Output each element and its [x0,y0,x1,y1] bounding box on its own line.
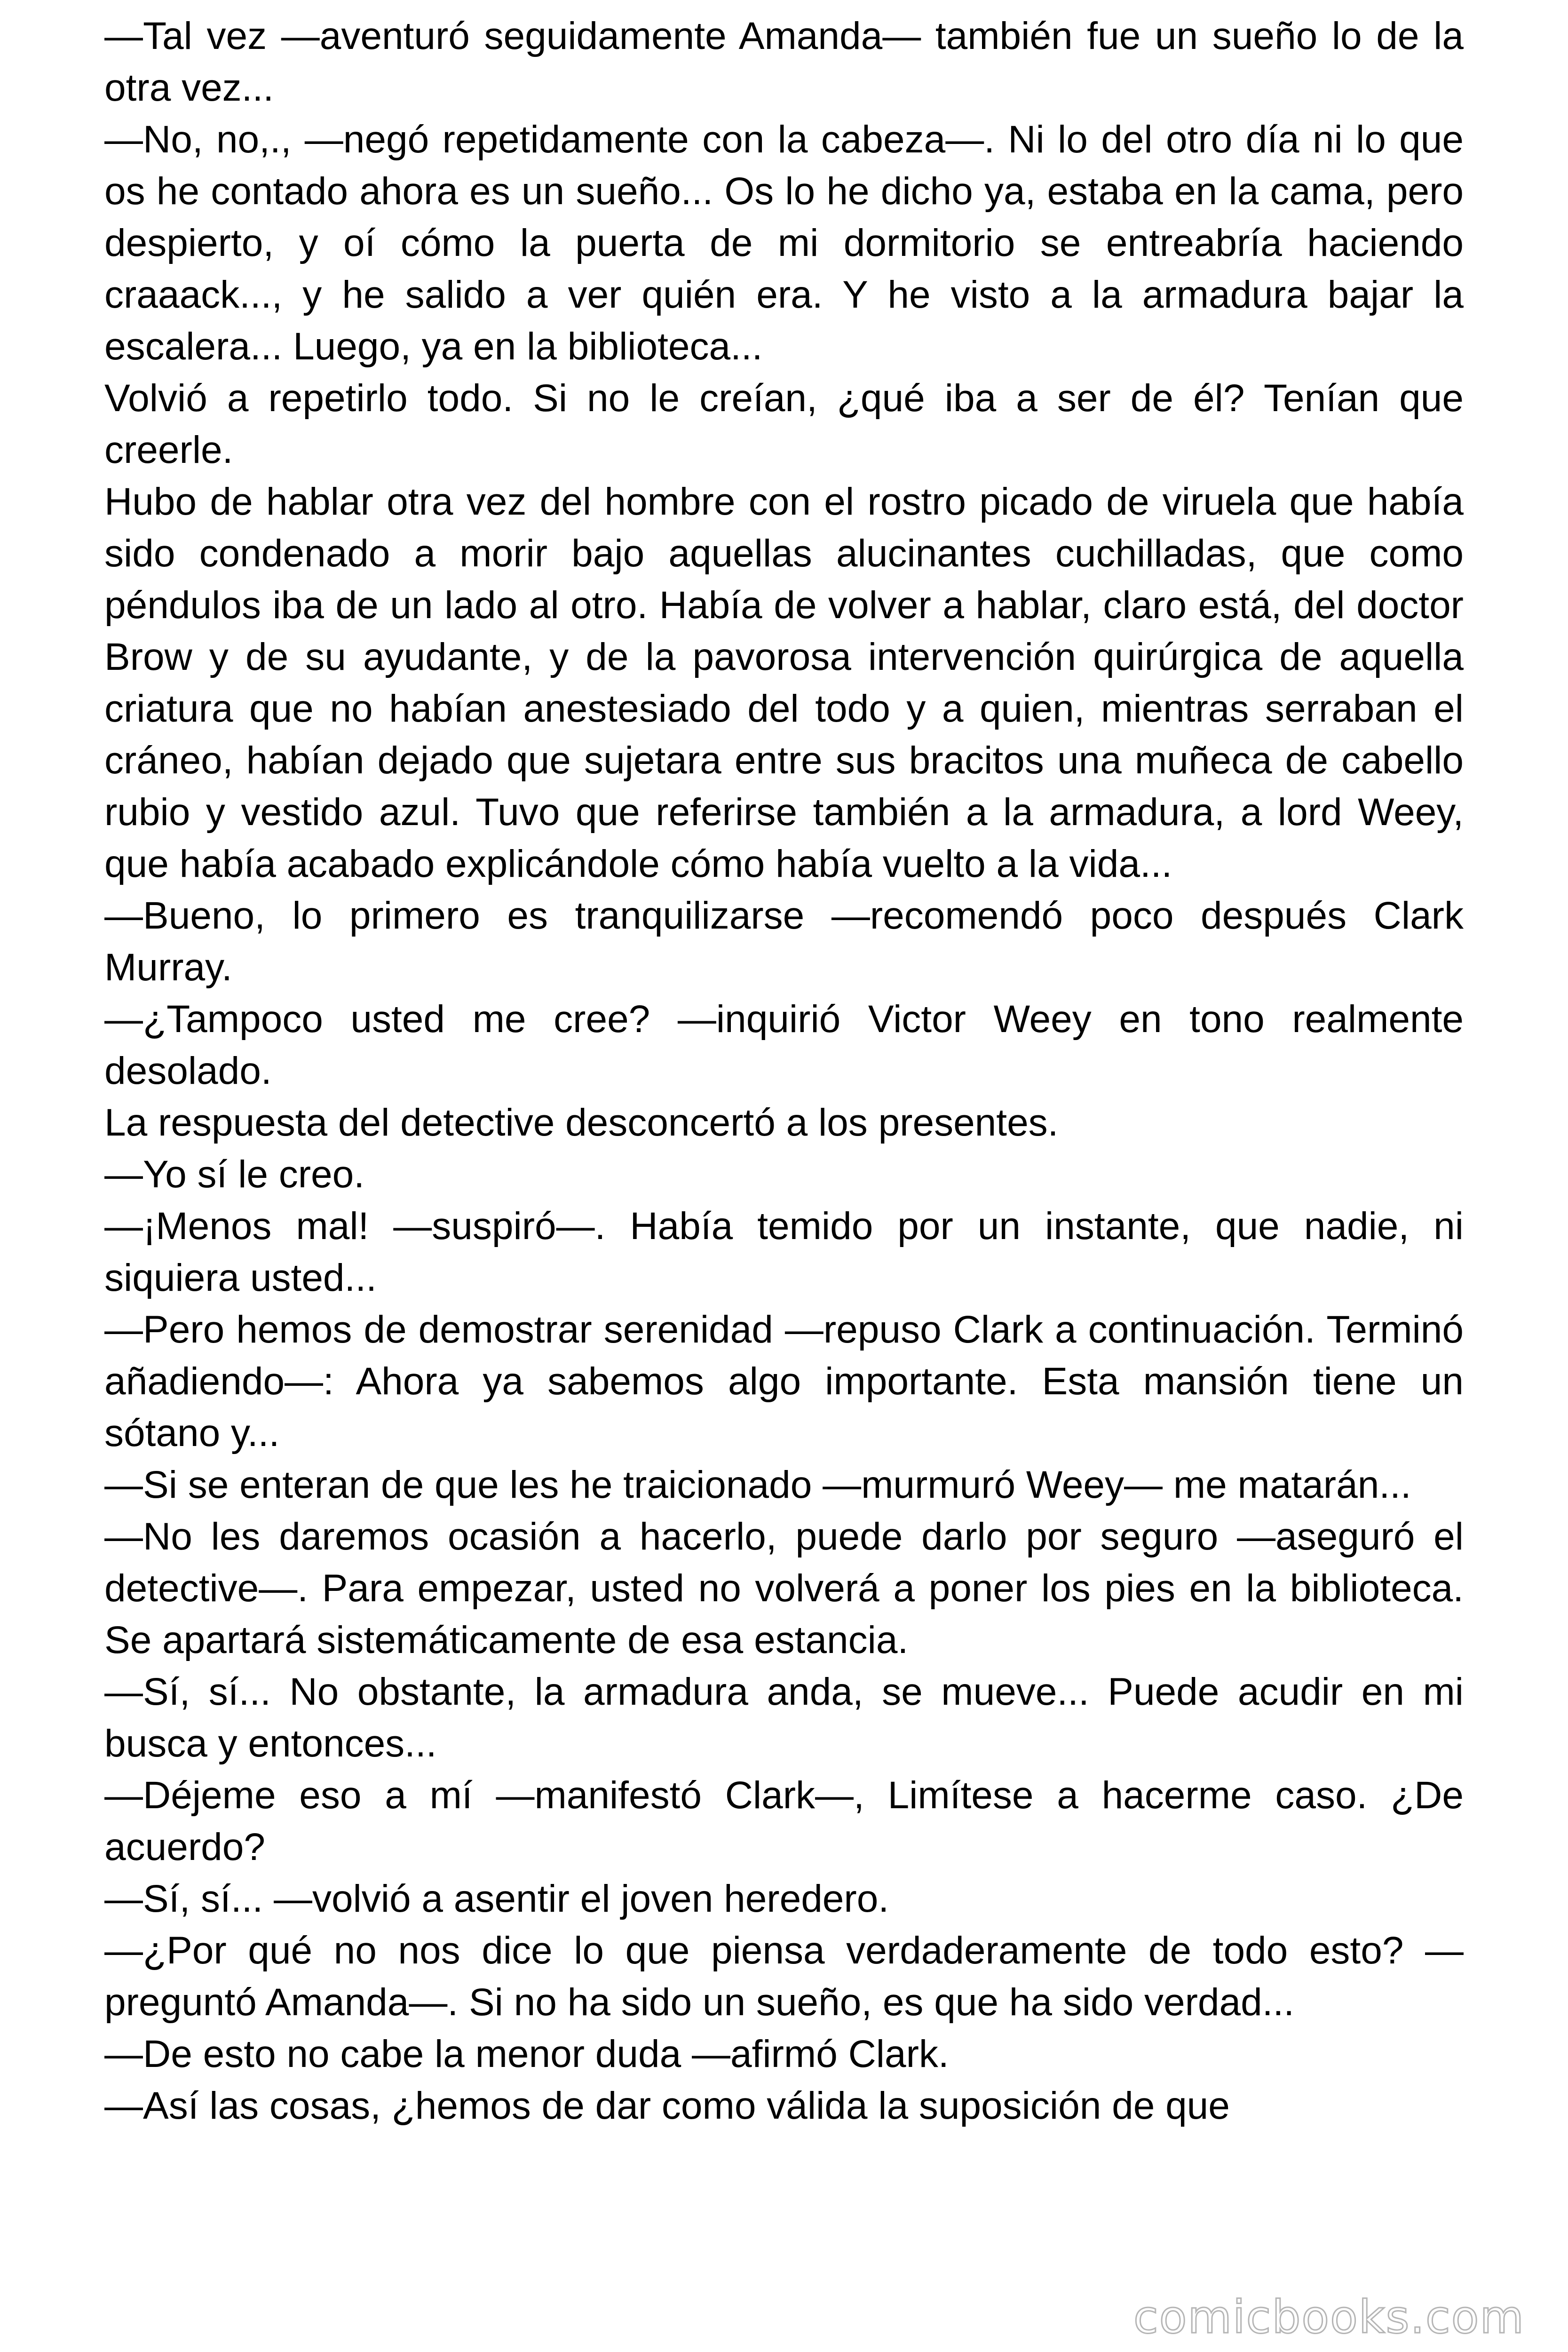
paragraph: —No les daremos ocasión a hacerlo, puede darlo por seguro —aseguró el detective—. Para empezar, usted no volverá a poner los pies en la biblioteca. Se apartará sistemáticamente de esa estancia. [104,1515,1464,1661]
book-page [104,10,1464,2344]
paragraph: —Sí, sí... No obstante, la armadura anda, se mueve... Puede acudir en mi busca y entonces... [104,1670,1464,1765]
paragraph: —Bueno, lo primero es tranquilizarse —recomendó poco después Clark Murray. [104,894,1464,989]
watermark: comicbooks.com [1133,2291,1525,2344]
paragraph: La respuesta del detective desconcertó a los presentes. [104,1101,1059,1144]
paragraph: —Sí, sí... —volvió a asentir el joven heredero. [104,1877,889,1920]
paragraph: —Pero hemos de demostrar serenidad —repuso Clark a continuación. Terminó añadiendo—: Ahora ya sabemos algo importante. Esta mansión tiene un sótano y... [104,1308,1464,1454]
paragraph: —No, no,., —negó repetidamente con la cabeza—. Ni lo del otro día ni lo que os he contado ahora es un sueño... Os lo he dicho ya, estaba en la cama, pero despierto, y oí cómo la puerta de mi dormitorio se entreabría haciendo craaack..., y he salido a ver quién era. Y he visto a la armadura bajar la escalera... Luego, ya en la biblioteca... [104,118,1464,368]
paragraph: —¿Por qué no nos dice lo que piensa verdaderamente de todo esto? —preguntó Amanda—. Si no ha sido un sueño, es que ha sido verdad... [104,1929,1464,2024]
paragraph: —Así las cosas, ¿hemos de dar como válida la suposición de que [104,2084,1230,2127]
paragraph: Volvió a repetirlo todo. Si no le creían, ¿qué iba a ser de él? Tenían que creerle. [104,377,1464,471]
paragraph: —De esto no cabe la menor duda —afirmó Clark. [104,2033,949,2075]
paragraph: —Si se enteran de que les he traicionado —murmuró Weey— me matarán... [104,1463,1411,1506]
paragraph: Hubo de hablar otra vez del hombre con el rostro picado de viruela que había sido condenado a morir bajo aquellas alucinantes cuchilladas, que como péndulos iba de un lado al otro. Había de volver a hablar, claro está, del doctor Brow y de su ayudante, y de la pavorosa intervención quirúrgica de aquella criatura que no habían anestesiado del todo y a quien, mientras serraban el cráneo, habían dejado que sujetara entre sus bracitos una muñeca de cabello rubio y vestido azul. Tuvo que referirse también a la armadura, a lord Weey, que había acabado explicándole cómo había vuelto a la vida... [104,480,1464,885]
paragraph: —¿Tampoco usted me cree? —inquirió Victor Weey en tono realmente desolado. [104,998,1464,1092]
paragraph: —Yo sí le creo. [104,1153,365,1196]
paragraph: —Déjeme eso a mí —manifestó Clark—, Limítese a hacerme caso. ¿De acuerdo? [104,1774,1464,1868]
paragraph: —Tal vez —aventuró seguidamente Amanda— también fue un sueño lo de la otra vez... [104,15,1464,109]
paragraph: —¡Menos mal! —suspiró—. Había temido por un instante, que nadie, ni siquiera usted... [104,1205,1464,1299]
